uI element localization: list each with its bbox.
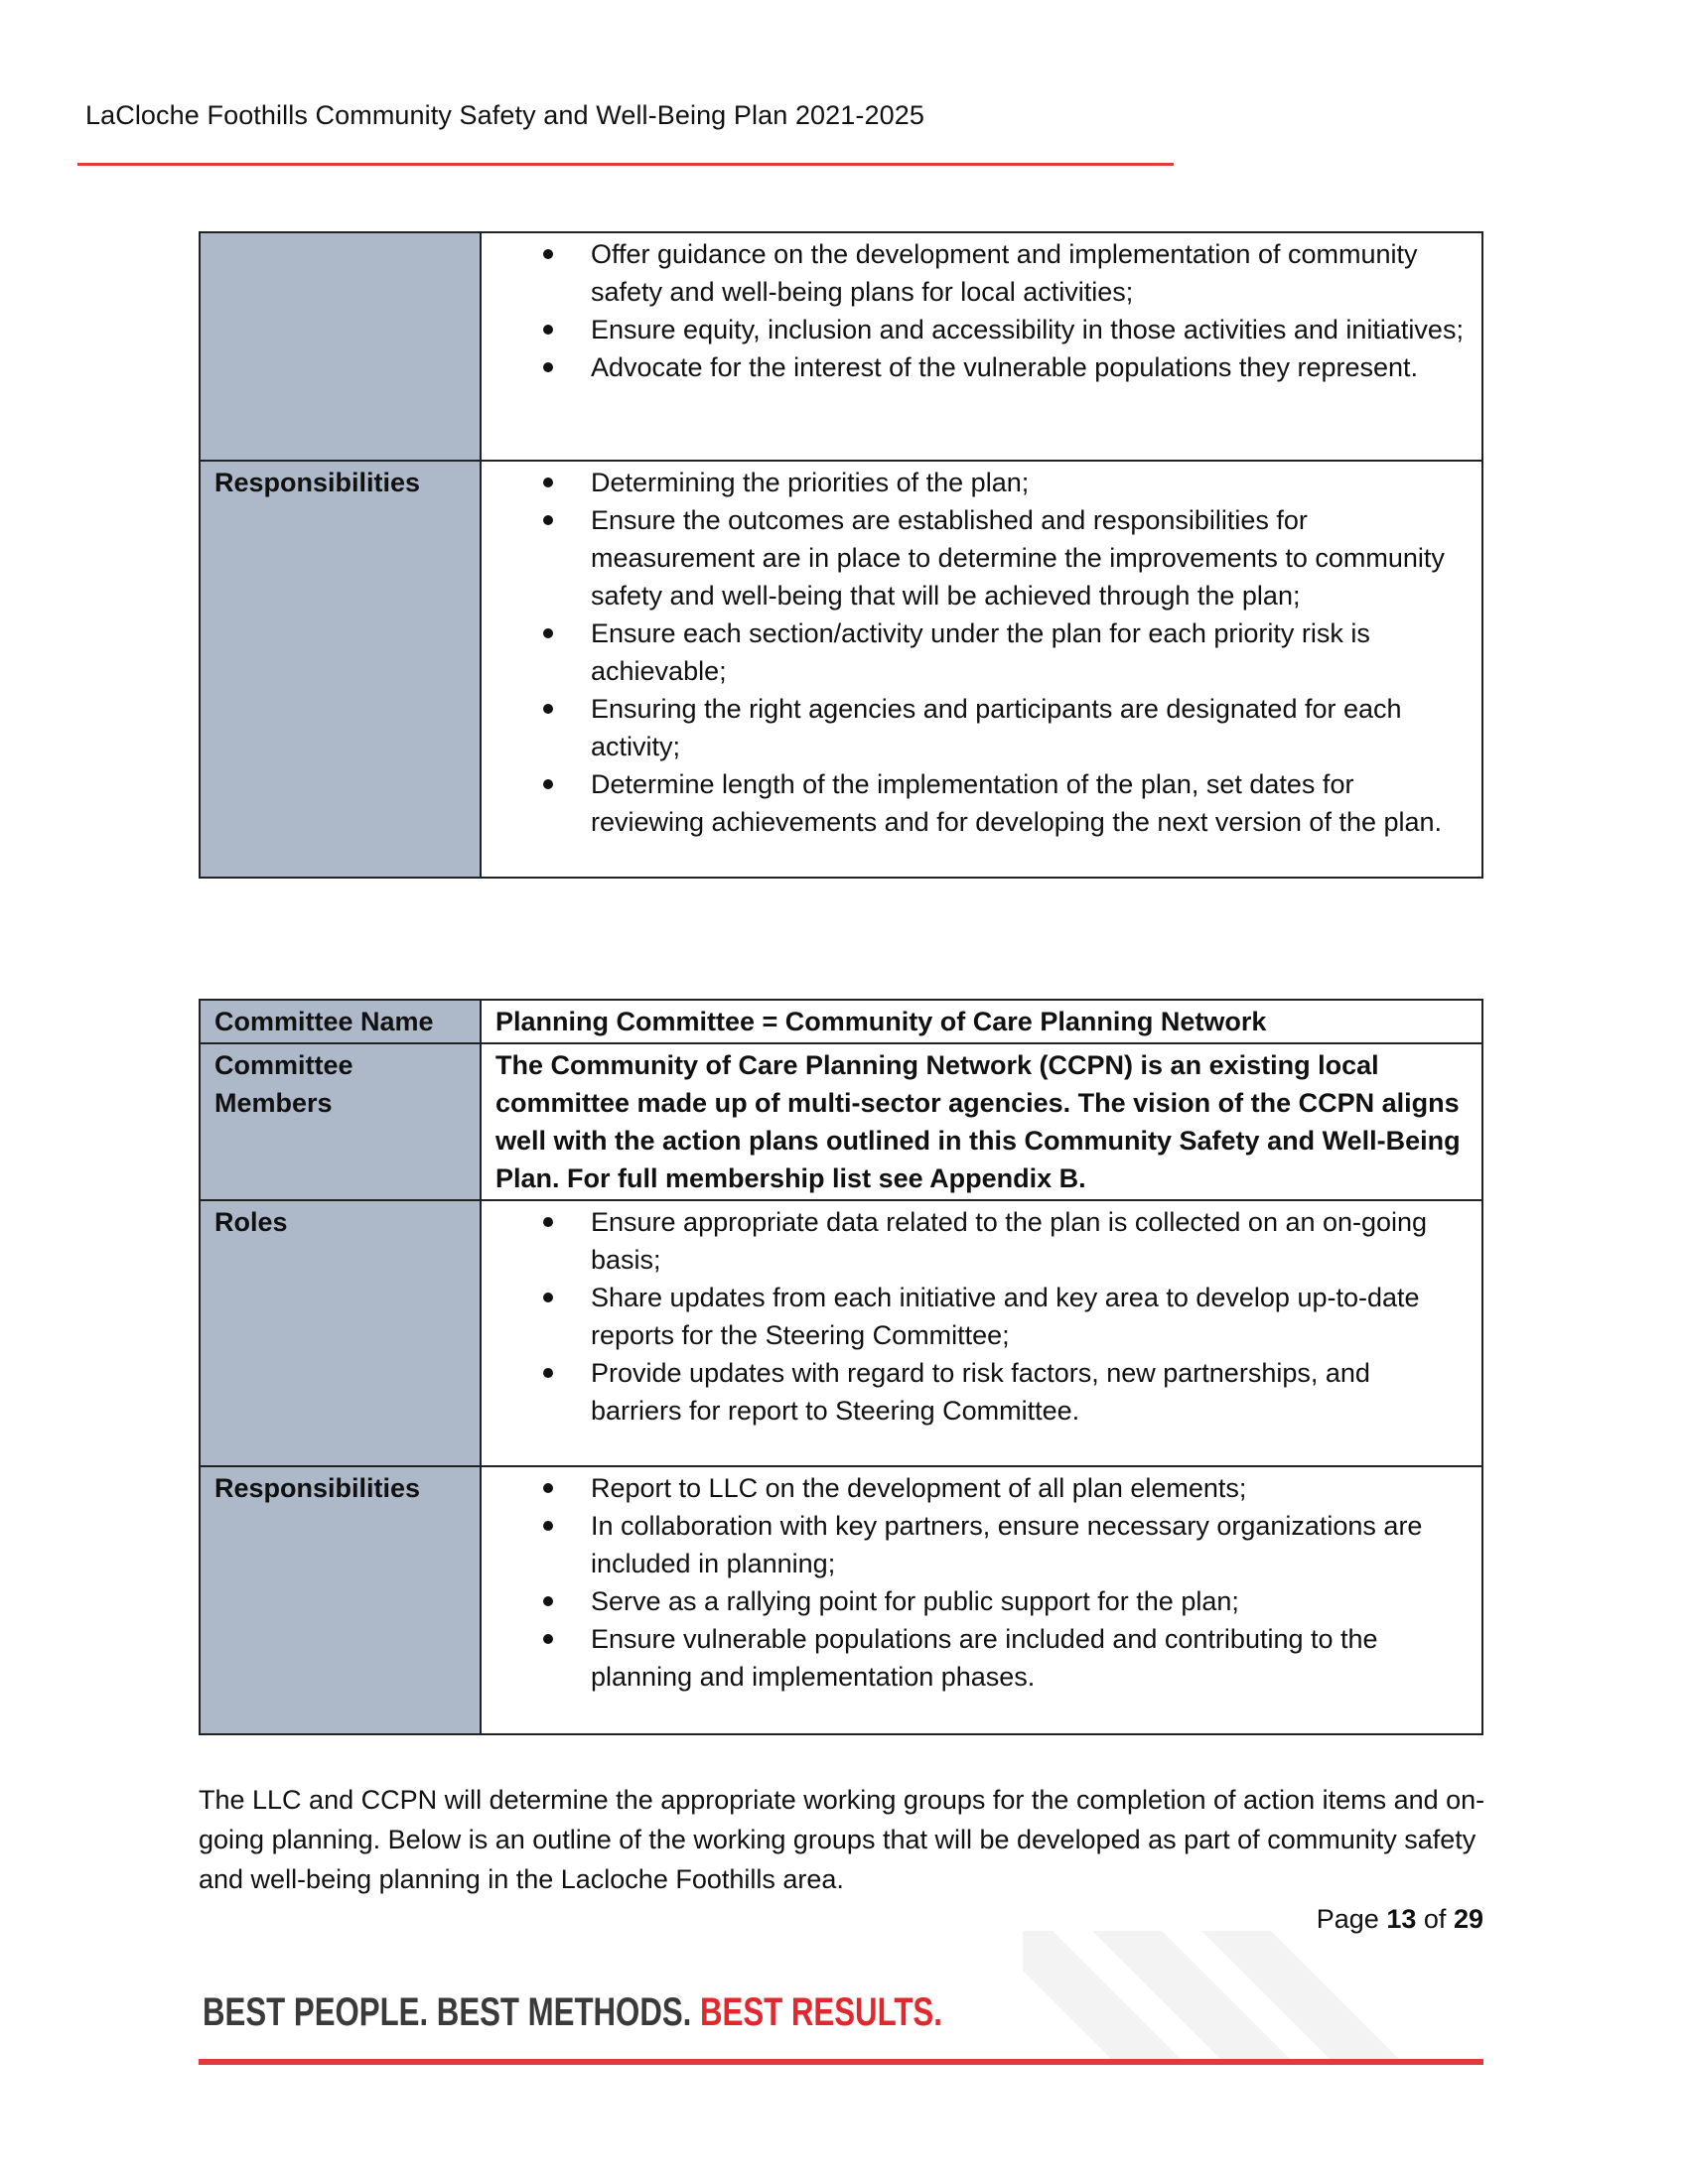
tagline-part-red: BEST RESULTS. (700, 1990, 942, 2034)
footer-decorative-stripes (1023, 1931, 1489, 2060)
table-row (200, 1000, 1482, 1043)
page-current: 13 (1386, 1904, 1417, 1934)
list-item: Ensure appropriate data related to the plan is collected on an on-going basis; (495, 1203, 1468, 1279)
row-label-roles: Roles (200, 1200, 481, 1466)
list-item: Ensure each section/activity under the plan for each priority risk is achievable; (495, 614, 1468, 690)
list-item: Advocate for the interest of the vulnerable populations they represent. (495, 348, 1468, 386)
list-item: Determine length of the implementation of the plan, set dates for reviewing achievements and for developing the next version of the plan. (495, 765, 1468, 841)
list-item: Determining the priorities of the plan; (495, 464, 1468, 501)
bullet-list (495, 464, 1468, 841)
row-label-responsibilities: Responsibilities (200, 461, 481, 878)
page-prefix: Page (1316, 1904, 1379, 1934)
table-row (200, 1043, 1482, 1200)
row-content (481, 461, 1482, 878)
list-item: Report to LLC on the development of all plan elements; (495, 1469, 1468, 1507)
committee-table-continued (199, 231, 1483, 879)
footer-tagline (203, 1990, 942, 2035)
committee-name-value: Planning Committee = Community of Care Planning Network (481, 1000, 1482, 1043)
bullet-list (495, 1469, 1468, 1696)
bullet-list (495, 1203, 1468, 1430)
list-item: Ensure the outcomes are established and responsibilities for measurement are in place to determine the improvements to community safety and well-being that will be achieved through the plan; (495, 501, 1468, 614)
row-content (481, 232, 1482, 461)
body-paragraph: The LLC and CCPN will determine the appropriate working groups for the completion of action items and on-going planning. Below is an outline of the working groups that will be developed as part of community safety and well-being planning in the Lacloche Foothills area. (199, 1785, 1485, 1894)
row-label-committee-members: Committee Members (200, 1043, 481, 1200)
row-label-responsibilities: Responsibilities (200, 1466, 481, 1734)
list-item: Provide updates with regard to risk factors, new partnerships, and barriers for report to Steering Committee. (495, 1354, 1468, 1430)
row-label-empty (200, 232, 481, 461)
committee-members-value: The Community of Care Planning Network (CCPN) is an existing local committee made up of multi-sector agencies. The vision of the CCPN aligns well with the action plans outlined in this Community Safety and Well-Being Plan. For full membership list see Appendix B. (481, 1043, 1482, 1200)
table-row (200, 1200, 1482, 1466)
page-total: 29 (1453, 1904, 1483, 1934)
table-row (200, 232, 1482, 461)
tagline-part-dark: BEST PEOPLE. BEST METHODS. (203, 1990, 692, 2034)
planning-committee-table (199, 999, 1483, 1735)
row-content (481, 1466, 1482, 1734)
list-item: Ensuring the right agencies and participants are designated for each activity; (495, 690, 1468, 765)
list-item: Ensure equity, inclusion and accessibility in those activities and initiatives; (495, 311, 1468, 348)
bullet-list (495, 235, 1468, 386)
row-content (481, 1200, 1482, 1466)
list-item: Share updates from each initiative and key area to develop up-to-date reports for the Steering Committee; (495, 1279, 1468, 1354)
list-item: Offer guidance on the development and implementation of community safety and well-being plans for local activities; (495, 235, 1468, 311)
footer-divider (199, 2059, 1483, 2065)
document-header-title: LaCloche Foothills Community Safety and Well-Being Plan 2021-2025 (85, 100, 924, 130)
page-of: of (1423, 1904, 1447, 1934)
table-row (200, 461, 1482, 878)
row-label-committee-name: Committee Name (200, 1000, 481, 1043)
table-row (200, 1466, 1482, 1734)
header-divider (77, 163, 1174, 166)
list-item: Ensure vulnerable populations are included and contributing to the planning and implementation phases. (495, 1620, 1468, 1696)
list-item: Serve as a rallying point for public support for the plan; (495, 1582, 1468, 1620)
list-item: In collaboration with key partners, ensure necessary organizations are included in planning; (495, 1507, 1468, 1582)
